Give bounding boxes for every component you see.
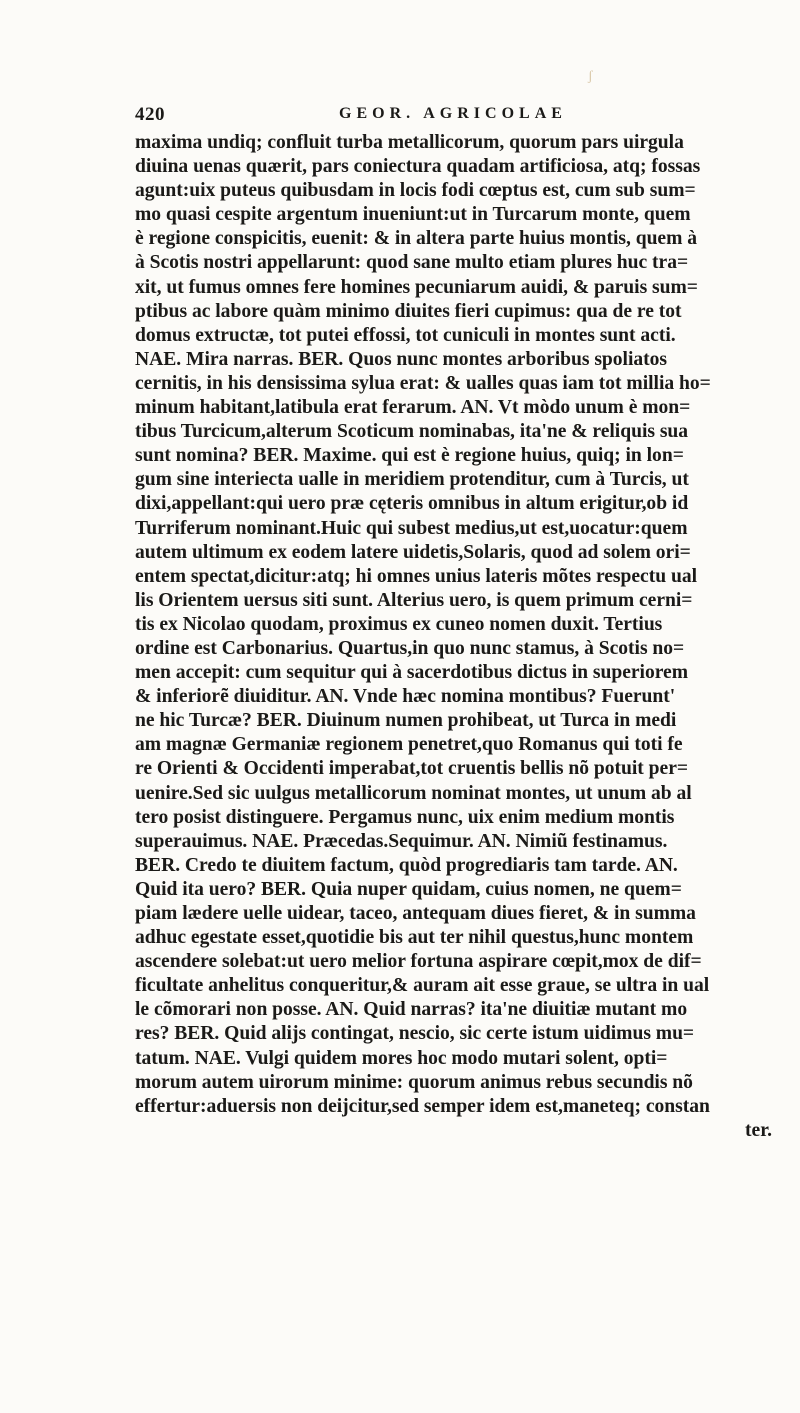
text-line: BER. Credo te diuitem factum, quòd progrediaris tam tarde. AN. — [135, 854, 678, 876]
text-line: dixi,appellant:qui uero præ cęteris omnibus in altum erigitur,ob id — [135, 493, 689, 515]
text-line: ficultate anhelitus conqueritur,& auram ait esse graue, se ultra in ual — [135, 975, 710, 997]
catchword: ter. — [744, 1119, 772, 1141]
text-line: gum sine interiecta ualle in meridiem protenditur, cum à Turcis, ut — [135, 469, 689, 491]
text-line: maxima undiq; confluit turba metallicorum, quorum pars uirgula — [135, 132, 684, 153]
text-line: cernitis, in his densissima sylua erat: & ualles quas iam tot millia ho= — [135, 372, 711, 394]
text-line: mo quasi cespite argentum inueniunt:ut in Turcarum monte, quem — [135, 204, 691, 226]
page-number: 420 — [135, 104, 165, 125]
text-line: effertur:aduersis non deijcitur,sed semper idem est,maneteq; constan — [135, 1095, 710, 1117]
text-line: morum autem uirorum minime: quorum animus rebus secundis nõ — [135, 1071, 693, 1093]
text-line: diuina uenas quærit, pars coniectura quadam artificiosa, atq; fossas — [135, 156, 701, 178]
text-line: NAE. Mira narras. BER. Quos nunc montes arboribus spoliatos — [135, 348, 667, 370]
text-line: men accepit: cum sequitur qui à sacerdotibus dictus in superiorem — [135, 662, 688, 684]
paper-stain-mark: ʃ — [588, 69, 593, 84]
text-line: ordine est Carbonarius. Quartus,in quo nunc stamus, à Scotis no= — [135, 637, 685, 659]
text-line: ne hic Turcæ? BER. Diuinum numen prohibeat, ut Turca in medi — [135, 710, 677, 732]
page-header — [135, 104, 775, 130]
text-line: ptibus ac labore quàm minimo diuites fieri cupimus: qua de re tot — [135, 300, 682, 322]
text-line: superauimus. NAE. Præcedas.Sequimur. AN. Nimiũ festinamus. — [135, 830, 668, 852]
text-line: minum habitant,latibula erat ferarum. AN. Vt mòdo unum è mon= — [135, 397, 691, 419]
text-line: piam lædere uelle uidear, taceo, antequam diues fieret, & in summa — [135, 903, 696, 924]
text-line: lis Orientem uersus siti sunt. Alterius uero, is quem primum cerni= — [135, 589, 693, 611]
text-line: Turriferum nominant.Huic qui subest medius,ut est,uocatur:quem — [135, 517, 688, 539]
text-line: à Scotis nostri appellarunt: quod sane multo etiam plures huc tra= — [135, 252, 689, 274]
text-line: tatum. NAE. Vulgi quidem mores hoc modo mutari solent, opti= — [135, 1047, 668, 1069]
text-line: res? BER. Quid alijs contingat, nescio, sic certe istum uidimus mu= — [135, 1023, 695, 1045]
text-line: entem spectat,dicitur:atq; hi omnes unius lateris mõtes respectu ual — [135, 565, 697, 587]
text-line: sunt nomina? BER. Maxime. qui est è regione huius, quiq; in lon= — [135, 445, 684, 467]
text-line: & inferiorẽ diuiditur. AN. Vnde hæc nomina montibus? Fuerunt' — [135, 686, 676, 708]
text-line: agunt:uix puteus quibusdam in locis fodi cœptus est, cum sub sum= — [135, 180, 696, 202]
text-line: Quid ita uero? BER. Quia nuper quidam, cuius nomen, ne quem= — [135, 878, 682, 900]
text-line: re Orienti & Occidenti imperabat,tot cruentis bellis nõ potuit per= — [135, 758, 689, 780]
text-line: tis ex Nicolao quodam, proximus ex cuneo nomen duxit. Tertius — [135, 613, 663, 635]
text-line: tero posist distinguere. Pergamus nunc, uix enim medium montis — [135, 806, 675, 828]
text-line: autem ultimum ex eodem latere uidetis,Solaris, quod ad solem ori= — [135, 541, 691, 563]
text-line: xit, ut fumus omnes fere homines pecuniarum auidi, & paruis sum= — [135, 276, 698, 298]
text-line: uenire.Sed sic uulgus metallicorum nominat montes, ut unum ab al — [135, 782, 692, 804]
text-line: è regione conspicitis, euenit: & in altera parte huius montis, quem à — [135, 228, 698, 250]
body-text — [135, 131, 785, 1143]
text-line: tibus Turcicum,alterum Scoticum nominabas, ita'ne & reliquis sua — [135, 421, 689, 443]
text-line: domus extructæ, tot putei effossi, tot cuniculi in montes sunt acti. — [135, 324, 676, 346]
text-line: adhuc egestate esset,quotidie bis aut ter nihil questus,hunc montem — [135, 927, 694, 949]
text-line: le cõmorari non posse. AN. Quid narras? ita'ne diuitiæ mutant mo — [135, 999, 688, 1021]
text-line: ascendere solebat:ut uero melior fortuna aspirare cœpit,mox de dif= — [135, 951, 702, 973]
running-head: GEOR. AGRICOLAE — [339, 105, 567, 122]
text-line: am magnæ Germaniæ regionem penetret,quo Romanus qui toti fe — [135, 734, 683, 756]
